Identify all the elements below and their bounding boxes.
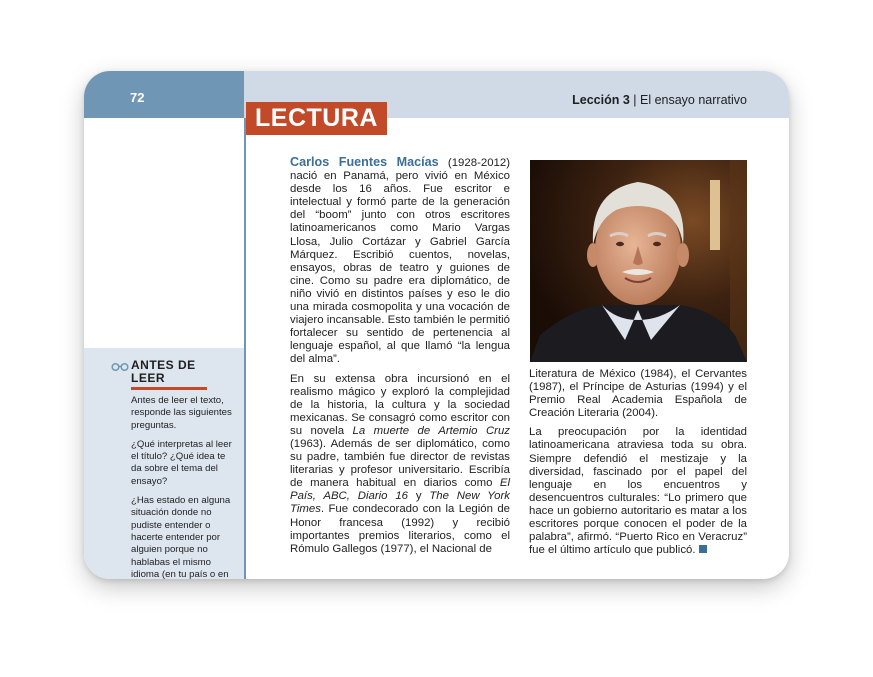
page-number-band [84,71,244,118]
author-name: Carlos Fuentes Macías [290,155,439,169]
article-paragraph-1 [290,156,510,367]
lesson-label: Lección 3 [572,93,630,107]
author-portrait [530,160,747,362]
antes-de-leer-title: ANTES DE LEER [131,359,207,390]
antes-instruction: Antes de leer el texto, responde las siguientes preguntas. [131,395,232,431]
article-column-left [290,156,510,556]
antes-de-leer-panel [84,348,244,579]
conjunction: y [408,490,430,503]
article-paragraph-2 [290,373,510,556]
novel-title: La muerte de Artemio Cruz [352,424,510,437]
lesson-title: El ensayo narrativo [639,93,747,107]
publication-nyt: The New York Times [290,490,510,516]
end-of-article-square-icon [699,545,707,553]
antes-de-leer-text [131,395,235,579]
column-divider [244,118,246,579]
lesson-heading [572,93,747,107]
article-column-right [529,368,747,557]
section-label: LECTURA [246,102,387,135]
article-paragraph-4-text: La preocupación por la identidad latinoamericana atraviesa toda su obra. Siempre defendió el mestizaje y la diversidad, fascinado por el papel del lenguaje en los encuentros y desencuentros culturales: “Lo primero que hace un gobierno autoritario es matar a los escritores porque conocen el poder de la palabra”, afirmó. “Puerto Rico en Veracruz” fue el último artículo que publicó. [529,426,747,557]
article-paragraph-4 [529,426,747,557]
article-paragraph-3: Literatura de México (1984), el Cervantes (1987), el Príncipe de Asturias (1994) y el Premio Real Academia Española de Creación Literaria (2004). [529,368,747,420]
textbook-page [84,71,789,579]
antes-question-2: ¿Has estado en alguna situación donde no pudiste entender o hacerte entender por alguien porque no hablabas el mismo idioma (en tu país o en [131,495,231,579]
antes-question-1: ¿Qué interpretas al leer el título? ¿Qué idea te da sobre el tema del ensayo? [131,438,232,487]
publication-list: El País, ABC, Diario 16 [290,477,510,503]
article-paragraph-2-text-c: . Fue condecorado con la Legión de Honor francesa (1992) y recibió importantes premios literarios, como el Rómulo Gallegos (1977), el Nacional de [290,503,510,555]
lesson-separator: | [629,93,640,107]
page-number: 72 [130,90,145,105]
author-portrait-illustration [530,160,747,362]
reading-glasses-icon [111,361,129,373]
article-paragraph-1-text: (1928-2012) nació en Panamá, pero vivió en México desde los 16 años. Fue escritor e intelectual y formó parte de la generación del “boom” junto con otros escritores latinoamericanos como Mario Vargas Llosa, Julio Cortázar y Gabriel García Márquez. Escribió cuentos, novelas, ensayos, obras de teatro y guiones de cine. Como su padre era diplomático, de niño vivió en distintos países y eso le dio una mirada cosmopolita y una vocación de viajero incansable. Esto también le permitió fortalecer su sentido de pertenencia al lenguaje español, al que llamó “la lengua del alma”. [290,157,510,366]
article-paragraph-2-text-a: En su extensa obra incursionó en el realismo mágico y exploró la complejidad de la historia, la cultura y la sociedad mexicanas. Se consagró como escritor con su novela [290,372,510,437]
article-paragraph-2-text-b: (1963). Además de ser diplomático, como su padre, también fue director de revistas literarias y profesor universitario. Escribía de manera habitual en diarios como [290,437,510,490]
